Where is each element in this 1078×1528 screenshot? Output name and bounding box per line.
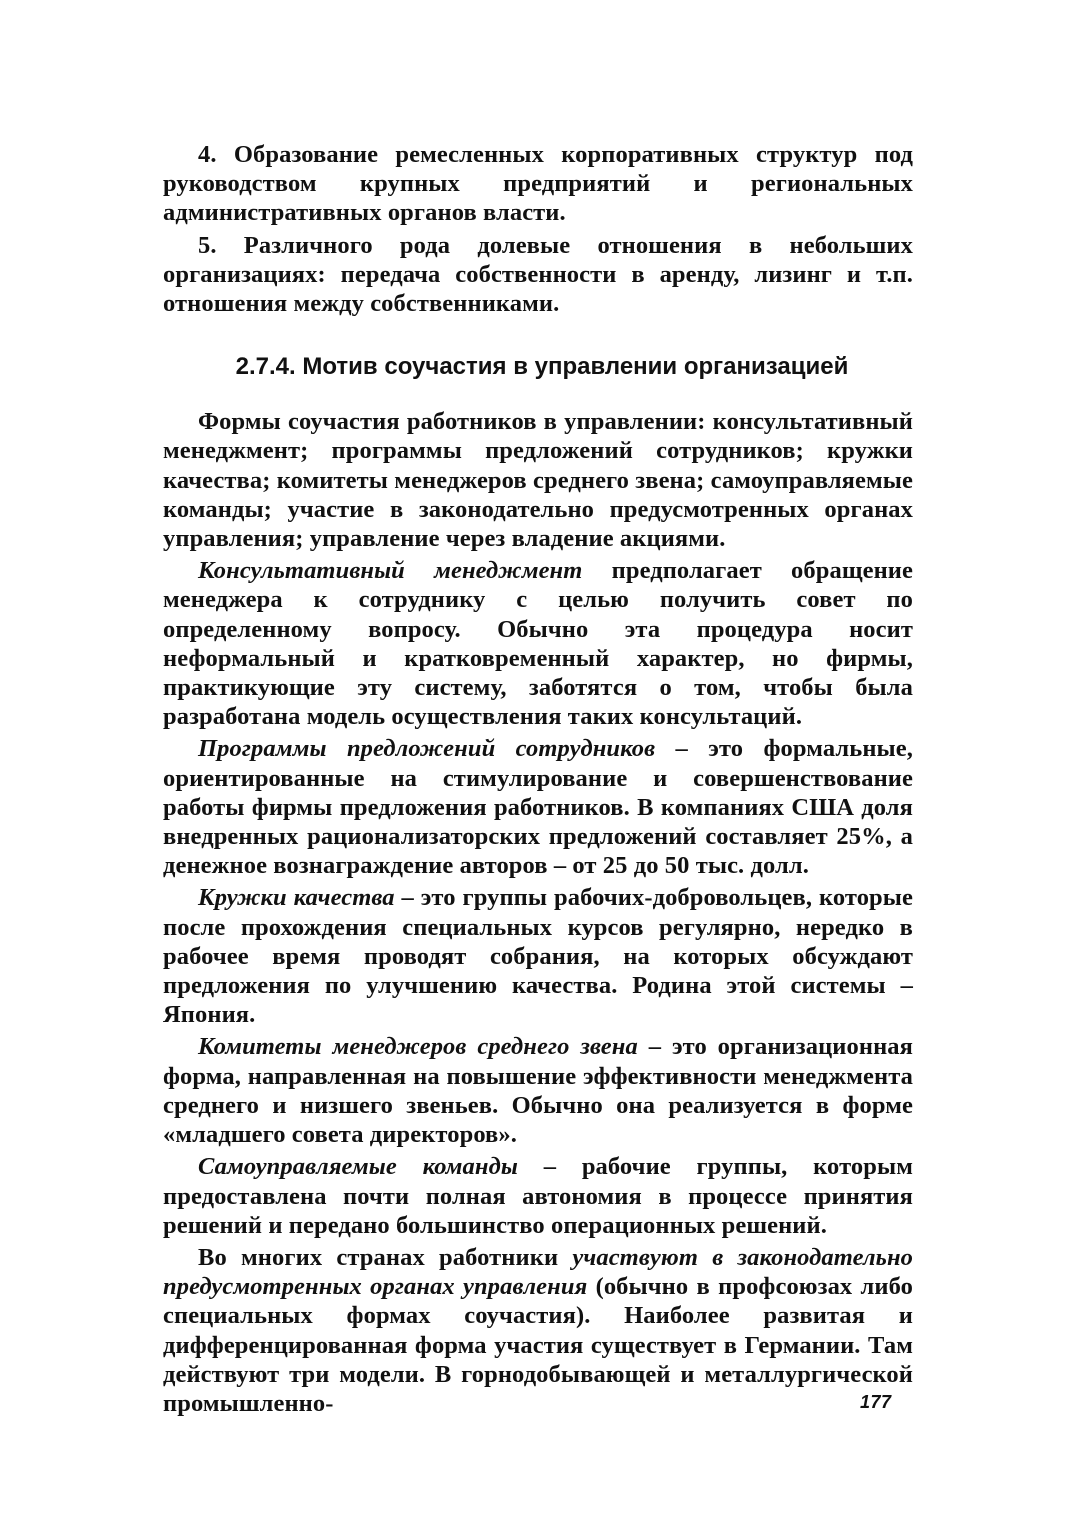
page-body <box>163 140 913 1421</box>
paragraph-germany-intro: Во многих странах работники <box>198 1243 573 1271</box>
paragraph-suggestion-programs <box>163 734 913 880</box>
list-item-4: 4. Образование ремесленных корпоративных структур под руководством крупных предприятий и региональных административных органов власти. <box>163 141 913 227</box>
paragraph-germany-text: (обычно в профсоюзах либо специальных формах соучастия). Наиболее развитая и дифференцированная форма участия существует в Германии. Там действуют три модели. В горнодобывающей и металлургической промышленно- <box>163 1273 913 1417</box>
term-quality-circles: Кружки качества <box>198 884 395 912</box>
paragraph-middle-managers-text: – это организационная форма, направленная на повышение эффективности менеджмента среднего и низшего звеньев. Обычно она реализуется в форме «младшего совета директоров». <box>163 1033 913 1149</box>
term-middle-managers: Комитеты менеджеров среднего звена <box>198 1033 638 1061</box>
term-consultative-management: Консультативный менеджмент <box>198 557 583 585</box>
paragraph-quality-circles-text: – это группы рабочих-добровольцев, которые после прохождения специальных курсов регулярно, нередко в рабочее время проводят собрания, на которых обсуждают предложения по улучшению качества. Родина этой системы – Япония. <box>163 884 913 1029</box>
list-item-5: 5. Различного рода долевые отношения в небольших организациях: передача собственности в аренду, лизинг и т.п. отношения между собственниками. <box>163 231 913 318</box>
section-heading: 2.7.4. Мотив соучастия в управлении организацией <box>235 353 849 381</box>
paragraph-self-managed-teams-text: – рабочие группы, которым предоставлена почти полная автономия в процессе принятия решений и передано большинство операционных решений. <box>163 1153 913 1239</box>
paragraph-quality-circles <box>163 883 913 1029</box>
paragraph-self-managed-teams <box>163 1152 913 1240</box>
paragraph-consultative-management <box>163 556 913 731</box>
paragraph-middle-managers <box>163 1032 913 1149</box>
paragraph-germany <box>163 1243 913 1418</box>
page-number: 177 <box>860 1392 892 1412</box>
paragraph-forms: Формы соучастия работников в управлении: консультативный менеджмент; программы предложений сотрудников; кружки качества; комитеты менеджеров среднего звена; самоуправляемые команды; участие в законодательно предусмотренных органах управления; управление через владение акциями. <box>163 408 913 553</box>
term-self-managed-teams: Самоуправляемые команды <box>198 1153 518 1181</box>
emphasis-statutory-bodies: участвуют в законодательно предусмотренных органах управления <box>163 1243 913 1301</box>
term-suggestion-programs: Программы предложений сотрудников <box>198 735 656 763</box>
paragraph-consultative-text: предполагает обращение менеджера к сотруднику с целью получить совет по определенному вопросу. Обычно эта процедура носит неформальный и кратковременный характер, но фирмы, практикующие эту систему, заботятся о том, чтобы была разработана модель осуществления таких консультаций. <box>163 557 913 731</box>
paragraph-suggestion-text: – это формальные, ориентированные на стимулирование и совершенствование работы фирмы предложения работников. В компаниях США доля внедренных рационализаторских предложений составляет 25%, а денежное вознаграждение авторов – от 25 до 50 тыс. долл. <box>163 735 913 880</box>
